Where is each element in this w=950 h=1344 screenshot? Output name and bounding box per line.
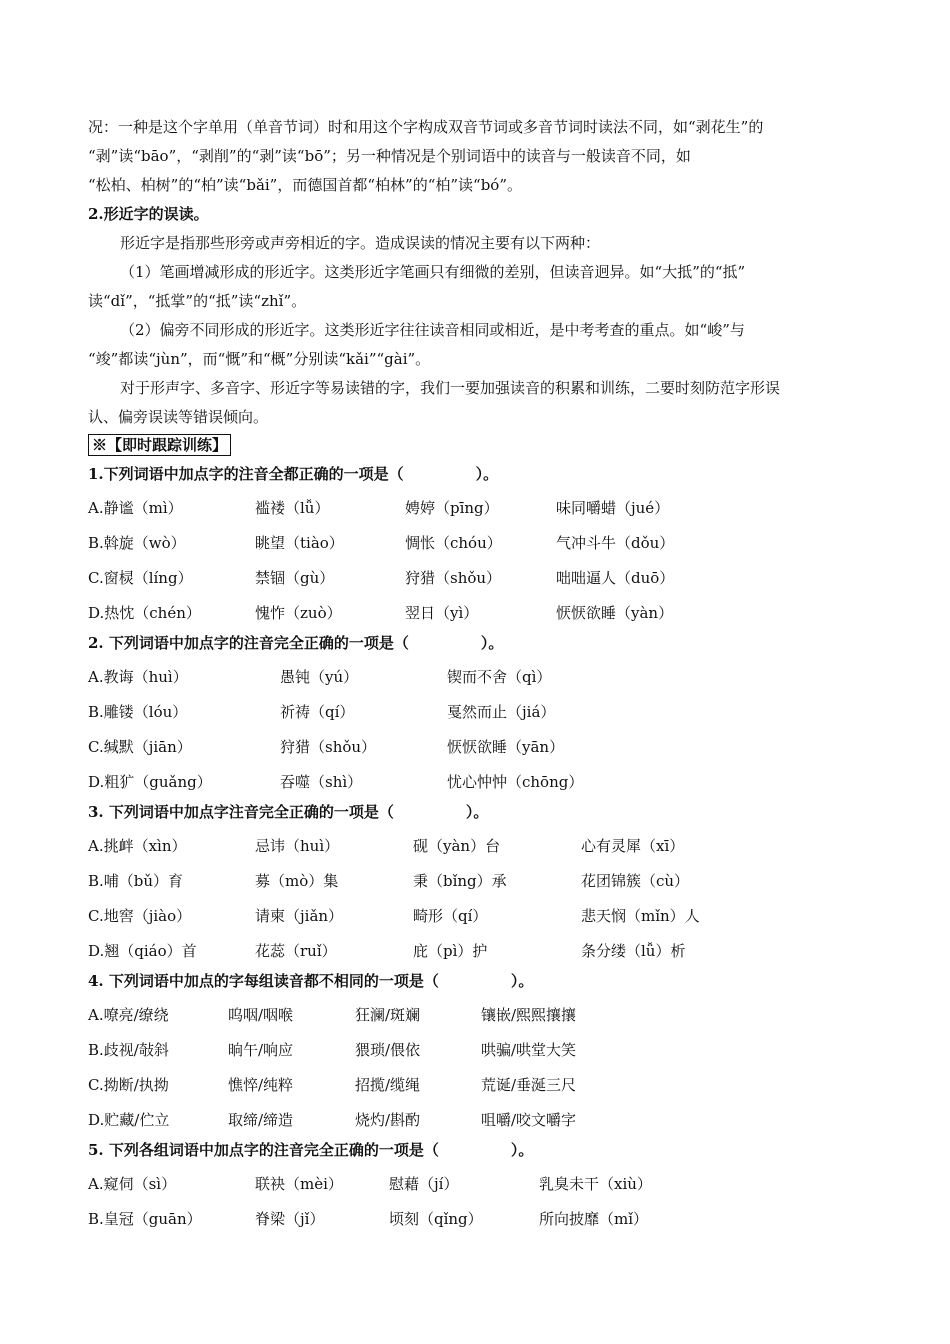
option-item: 锲而不舍（qì） [447, 668, 552, 686]
option-item: 花蕊（ruǐ） [255, 942, 337, 960]
option-item: 烧灼/斟酌 [355, 1111, 421, 1129]
section-heading: 2.形近字的误读。 [88, 205, 209, 223]
question-stem-end: ）。 [510, 972, 534, 990]
paragraph-line: 对于形声字、多音字、形近字等易读错的字，我们一要加强读音的积累和训练，二要时刻防范字形误 [120, 379, 781, 397]
option-item: 招揽/缆绳 [355, 1076, 421, 1094]
question-stem-end: ）。 [510, 1141, 534, 1159]
question-stem-text: 2. 下列词语中加点字的注音完全正确的一项是（ [88, 634, 409, 652]
option-item: 哄骗/哄堂大笑 [481, 1041, 577, 1059]
intro-line-3: “松柏、柏树”的“柏”读“bǎi”，而德国首都“柏林”的“柏”读“bó”。 [88, 176, 522, 194]
question-stem-end: ）。 [475, 465, 499, 483]
option-item: 憔悴/纯粹 [228, 1076, 294, 1094]
question-stem [88, 971, 533, 991]
option-item: 悲天悯（mǐn）人 [581, 907, 700, 925]
option-item: 花团锦簇（cù） [581, 872, 690, 890]
option-label: A.教诲（huì） [88, 668, 188, 686]
question-stem-text: 4. 下列词语中加点的字每组读音都不相同的一项是（ [88, 972, 439, 990]
option-item: 恹恹欲睡（yàn） [556, 604, 674, 622]
option-item: 气冲斗牛（dǒu） [556, 534, 675, 552]
option-item: 狩猎（shǒu） [280, 738, 377, 756]
option-label: C.缄默（jiān） [88, 738, 192, 756]
option-item: 镶嵌/熙熙攘攘 [481, 1006, 577, 1024]
option-item: 褴褛（lǚ） [255, 499, 330, 517]
option-item: 味同嚼蜡（jué） [556, 499, 670, 517]
option-label: B.歧视/敧斜 [88, 1041, 169, 1059]
option-item: 禁锢（gù） [255, 569, 335, 587]
option-item: 忧心忡忡（chōng） [447, 773, 584, 791]
option-item: 戛然而止（jiá） [447, 703, 556, 721]
option-label: D.翘（qiáo）首 [88, 942, 197, 960]
option-label: D.热忱（chén） [88, 604, 201, 622]
practice-header [88, 434, 231, 456]
option-label: A.静谧（mì） [88, 499, 183, 517]
option-item: 荒诞/垂涎三尺 [481, 1076, 577, 1094]
question-stem [88, 1140, 533, 1160]
paragraph-line: 读“dǐ”，“抵掌”的“抵”读“zhǐ”。 [88, 292, 307, 310]
question-stem-end: ）。 [465, 803, 489, 821]
option-label: C.拗断/执拗 [88, 1076, 169, 1094]
question-stem-text: 3. 下列词语中加点字注音完全正确的一项是（ [88, 803, 394, 821]
option-item: 秉（bǐng）承 [413, 872, 507, 890]
option-label: B.斡旋（wò） [88, 534, 186, 552]
option-item: 畸形（qí） [413, 907, 488, 925]
option-label: D.贮藏/伫立 [88, 1111, 170, 1129]
option-label: C.窗棂（líng） [88, 569, 193, 587]
option-item: 眺望（tiào） [255, 534, 344, 552]
option-item: 顷刻（qǐng） [389, 1210, 483, 1228]
question-stem-end: ）。 [480, 634, 504, 652]
option-item: 砚（yàn）台 [413, 837, 501, 855]
option-item: 所向披靡（mǐ） [539, 1210, 649, 1228]
option-label: A.窥伺（sì） [88, 1175, 177, 1193]
practice-header-label: ※【即时跟踪训练】 [88, 434, 231, 456]
intro-line-2: “剥”读“bāo”，“剥削”的“剥”读“bō”；另一种情况是个别词语中的读音与一般读音不同，如 [88, 147, 691, 165]
question-stem [88, 633, 503, 653]
option-item: 祈祷（qí） [280, 703, 355, 721]
option-label: C.地窖（jiào） [88, 907, 192, 925]
option-item: 吞噬（shì） [280, 773, 363, 791]
option-item: 狂澜/斑斓 [355, 1006, 421, 1024]
option-label: A.嘹亮/缭绕 [88, 1006, 169, 1024]
option-item: 翌日（yì） [405, 604, 479, 622]
option-item: 狩猎（shǒu） [405, 569, 502, 587]
option-label: B.哺（bǔ）育 [88, 872, 184, 890]
option-item: 呜咽/咽喉 [228, 1006, 294, 1024]
option-label: D.粗犷（guǎng） [88, 773, 212, 791]
option-item: 猥琐/偎依 [355, 1041, 421, 1059]
option-item: 恹恹欲睡（yān） [447, 738, 565, 756]
option-item: 脊梁（jǐ） [255, 1210, 325, 1228]
option-item: 娉婷（pīng） [405, 499, 499, 517]
option-item: 愧怍（zuò） [255, 604, 342, 622]
option-item: 忌讳（huì） [255, 837, 340, 855]
paragraph-line: （1）笔画增减形成的形近字。这类形近字笔画只有细微的差别，但读音迥异。如“大抵”的“抵” [120, 263, 746, 281]
option-item: 条分缕（lǚ）析 [581, 942, 686, 960]
option-item: 庇（pì）护 [413, 942, 488, 960]
option-item: 心有灵犀（xī） [581, 837, 685, 855]
question-stem-text: 5. 下列各组词语中加点字的注音完全正确的一项是（ [88, 1141, 439, 1159]
option-label: A.挑衅（xìn） [88, 837, 187, 855]
option-item: 联袂（mèi） [255, 1175, 343, 1193]
option-item: 晌午/响应 [228, 1041, 294, 1059]
option-item: 募（mò）集 [255, 872, 339, 890]
question-stem-text: 1.下列词语中加点字的注音全都正确的一项是（ [88, 465, 404, 483]
question-stem [88, 464, 498, 484]
option-item: 慰藉（jí） [389, 1175, 459, 1193]
paragraph-line: 认、偏旁误读等错误倾向。 [88, 408, 269, 426]
paragraph-line: （2）偏旁不同形成的形近字。这类形近字往往读音相同或相近，是中考考查的重点。如“峻”与 [120, 321, 745, 339]
paragraph-line: 形近字是指那些形旁或声旁相近的字。造成误读的情况主要有以下两种： [120, 234, 601, 252]
option-item: 惆怅（chóu） [405, 534, 502, 552]
question-stem [88, 802, 488, 822]
option-item: 请柬（jiǎn） [255, 907, 344, 925]
option-label: B.雕镂（lóu） [88, 703, 188, 721]
paragraph-line: “竣”都读“jùn”，而“慨”和“概”分别读“kǎi”“gài”。 [88, 350, 431, 368]
option-item: 乳臭未干（xiù） [539, 1175, 652, 1193]
option-item: 咀嚼/咬文嚼字 [481, 1111, 577, 1129]
option-item: 愚钝（yú） [280, 668, 359, 686]
option-label: B.皇冠（guān） [88, 1210, 202, 1228]
option-item: 取缔/缔造 [228, 1111, 294, 1129]
option-item: 咄咄逼人（duō） [556, 569, 675, 587]
intro-line-1: 况：一种是这个字单用（单音节词）时和用这个字构成双音节词或多音节词时读法不同，如“剥花生”的 [88, 118, 764, 136]
